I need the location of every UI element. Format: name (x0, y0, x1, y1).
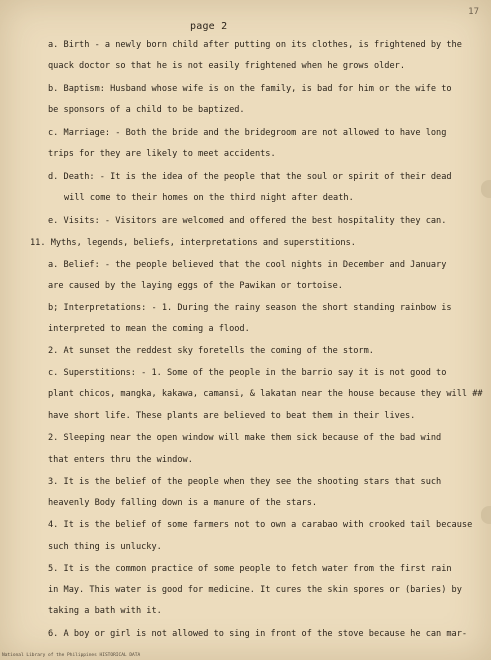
page-number: page 2 (190, 21, 228, 32)
text-line: trips for they are likely to meet accidents. (48, 149, 276, 159)
text-line: 2. At sunset the reddest sky foretells the coming of the storm. (48, 346, 374, 356)
binder-hole (481, 506, 491, 524)
text-line: quack doctor so that he is not easily frightened when he grows older. (48, 61, 405, 71)
text-line: be sponsors of a child to be baptized. (48, 105, 245, 115)
text-line: plant chicos, mangka, kakawa, camansi, & lakatan near the house because they will ## (48, 389, 483, 399)
text-line: will come to their homes on the third night after death. (64, 193, 354, 203)
text-line: c. Superstitions: - 1. Some of the people in the barrio say it is not good to (48, 368, 447, 378)
text-line: a. Birth - a newly born child after putting on its clothes, is frightened by the (48, 40, 462, 50)
text-line: b. Baptism: Husband whose wife is on the family, is bad for him or the wife to (48, 84, 452, 94)
text-line: c. Marriage: - Both the bride and the bridegroom are not allowed to have long (48, 128, 447, 138)
text-line: 5. It is the common practice of some people to fetch water from the first rain (48, 564, 452, 574)
text-line: interpreted to mean the coming a flood. (48, 324, 250, 334)
text-line: have short life. These plants are believed to beat them in their lives. (48, 411, 416, 421)
text-line: taking a bath with it. (48, 606, 162, 616)
text-line: 2. Sleeping near the open window will make them sick because of the bad wind (48, 433, 442, 443)
text-line: a. Belief: - the people believed that the cool nights in December and January (48, 260, 447, 270)
text-line: such thing is unlucky. (48, 542, 162, 552)
binder-hole (481, 180, 491, 198)
corner-mark: 17 (468, 7, 479, 17)
text-line: are caused by the laying eggs of the Pawikan or tortoise. (48, 281, 343, 291)
text-line: 4. It is the belief of some farmers not to own a carabao with crooked tail because (48, 520, 473, 530)
text-line: d. Death: - It is the idea of the people that the soul or spirit of their dead (48, 172, 452, 182)
text-line: in May. This water is good for medicine. It cures the skin spores or (baries) by (48, 585, 462, 595)
text-line: e. Visits: - Visitors are welcomed and offered the best hospitality they can. (48, 216, 447, 226)
text-line: 11. Myths, legends, beliefs, interpretations and superstitions. (30, 238, 356, 248)
text-line: heavenly Body falling down is a manure of the stars. (48, 498, 318, 508)
text-line: b; Interpretations: - 1. During the rainy season the short standing rainbow is (48, 303, 452, 313)
text-line: that enters thru the window. (48, 455, 193, 465)
archive-footer: National Library of the Philippines HISTORICAL DATA (2, 653, 141, 658)
text-line: 3. It is the belief of the people when they see the shooting stars that such (48, 477, 442, 487)
text-line: 6. A boy or girl is not allowed to sing in front of the stove because he can mar- (48, 629, 468, 639)
